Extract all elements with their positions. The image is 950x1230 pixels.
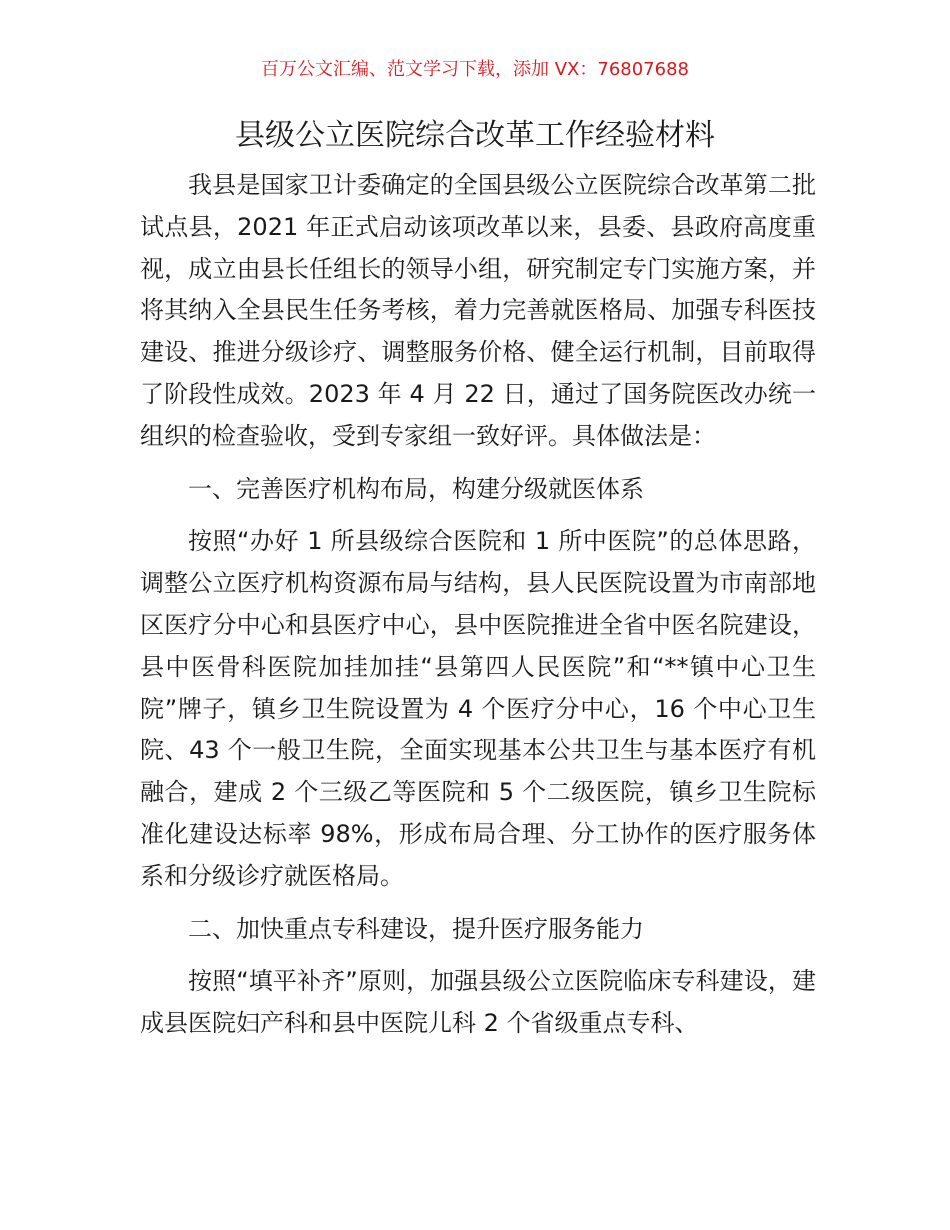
section-body-1: 按照“办好 1 所县级综合医院和 1 所中医院”的总体思路，调整公立医疗机构资源布局与结构，县人民医院设置为市南部地区医疗分中心和县医疗中心，县中医院推进全省中医名院建设，县中医骨科医院加挂加挂“县第四人民医院”和“**镇中心卫生院”牌子，镇乡卫生院设置为 4 个医疗分中心，16 个中心卫生院、43 个一般卫生院，全面实现基本公共卫生与基本医疗有机融合，建成 2 个三级乙等医院和 5 个二级医院，镇乡卫生院标准化建设达标率 98%，形成布局合理、分工协作的医疗服务体系和分级诊疗就医格局。 [140, 527, 816, 890]
section-heading-1: 一、完善医疗机构布局，构建分级就医体系 [188, 474, 644, 503]
intro-paragraph: 我县是国家卫计委确定的全国县级公立医院综合改革第二批试点县，2021 年正式启动该项改革以来，县委、县政府高度重视，成立由县长任组长的领导小组，研究制定专门实施方案，并将其纳入全县民生任务考核，着力完善就医格局、加强专科医技建设、推进分级诊疗、调整服务价格、健全运行机制，目前取得了阶段性成效。2023 年 4 月 22 日，通过了国务院医改办统一组织的检查验收，受到专家组一致好评。具体做法是： [140, 171, 816, 450]
section-heading-2: 二、加快重点专科建设，提升医疗服务能力 [188, 914, 644, 943]
section-body-2: 按照“填平补齐”原则，加强县级公立医院临床专科建设，建成县医院妇产科和县中医院儿科 2 个省级重点专科、 [140, 967, 816, 1038]
document-title: 县级公立医院综合改革工作经验材料 [235, 118, 715, 153]
document-body [140, 165, 816, 1045]
header-note: 百万公文汇编、范文学习下载，添加 VX：76807688 [261, 59, 689, 80]
